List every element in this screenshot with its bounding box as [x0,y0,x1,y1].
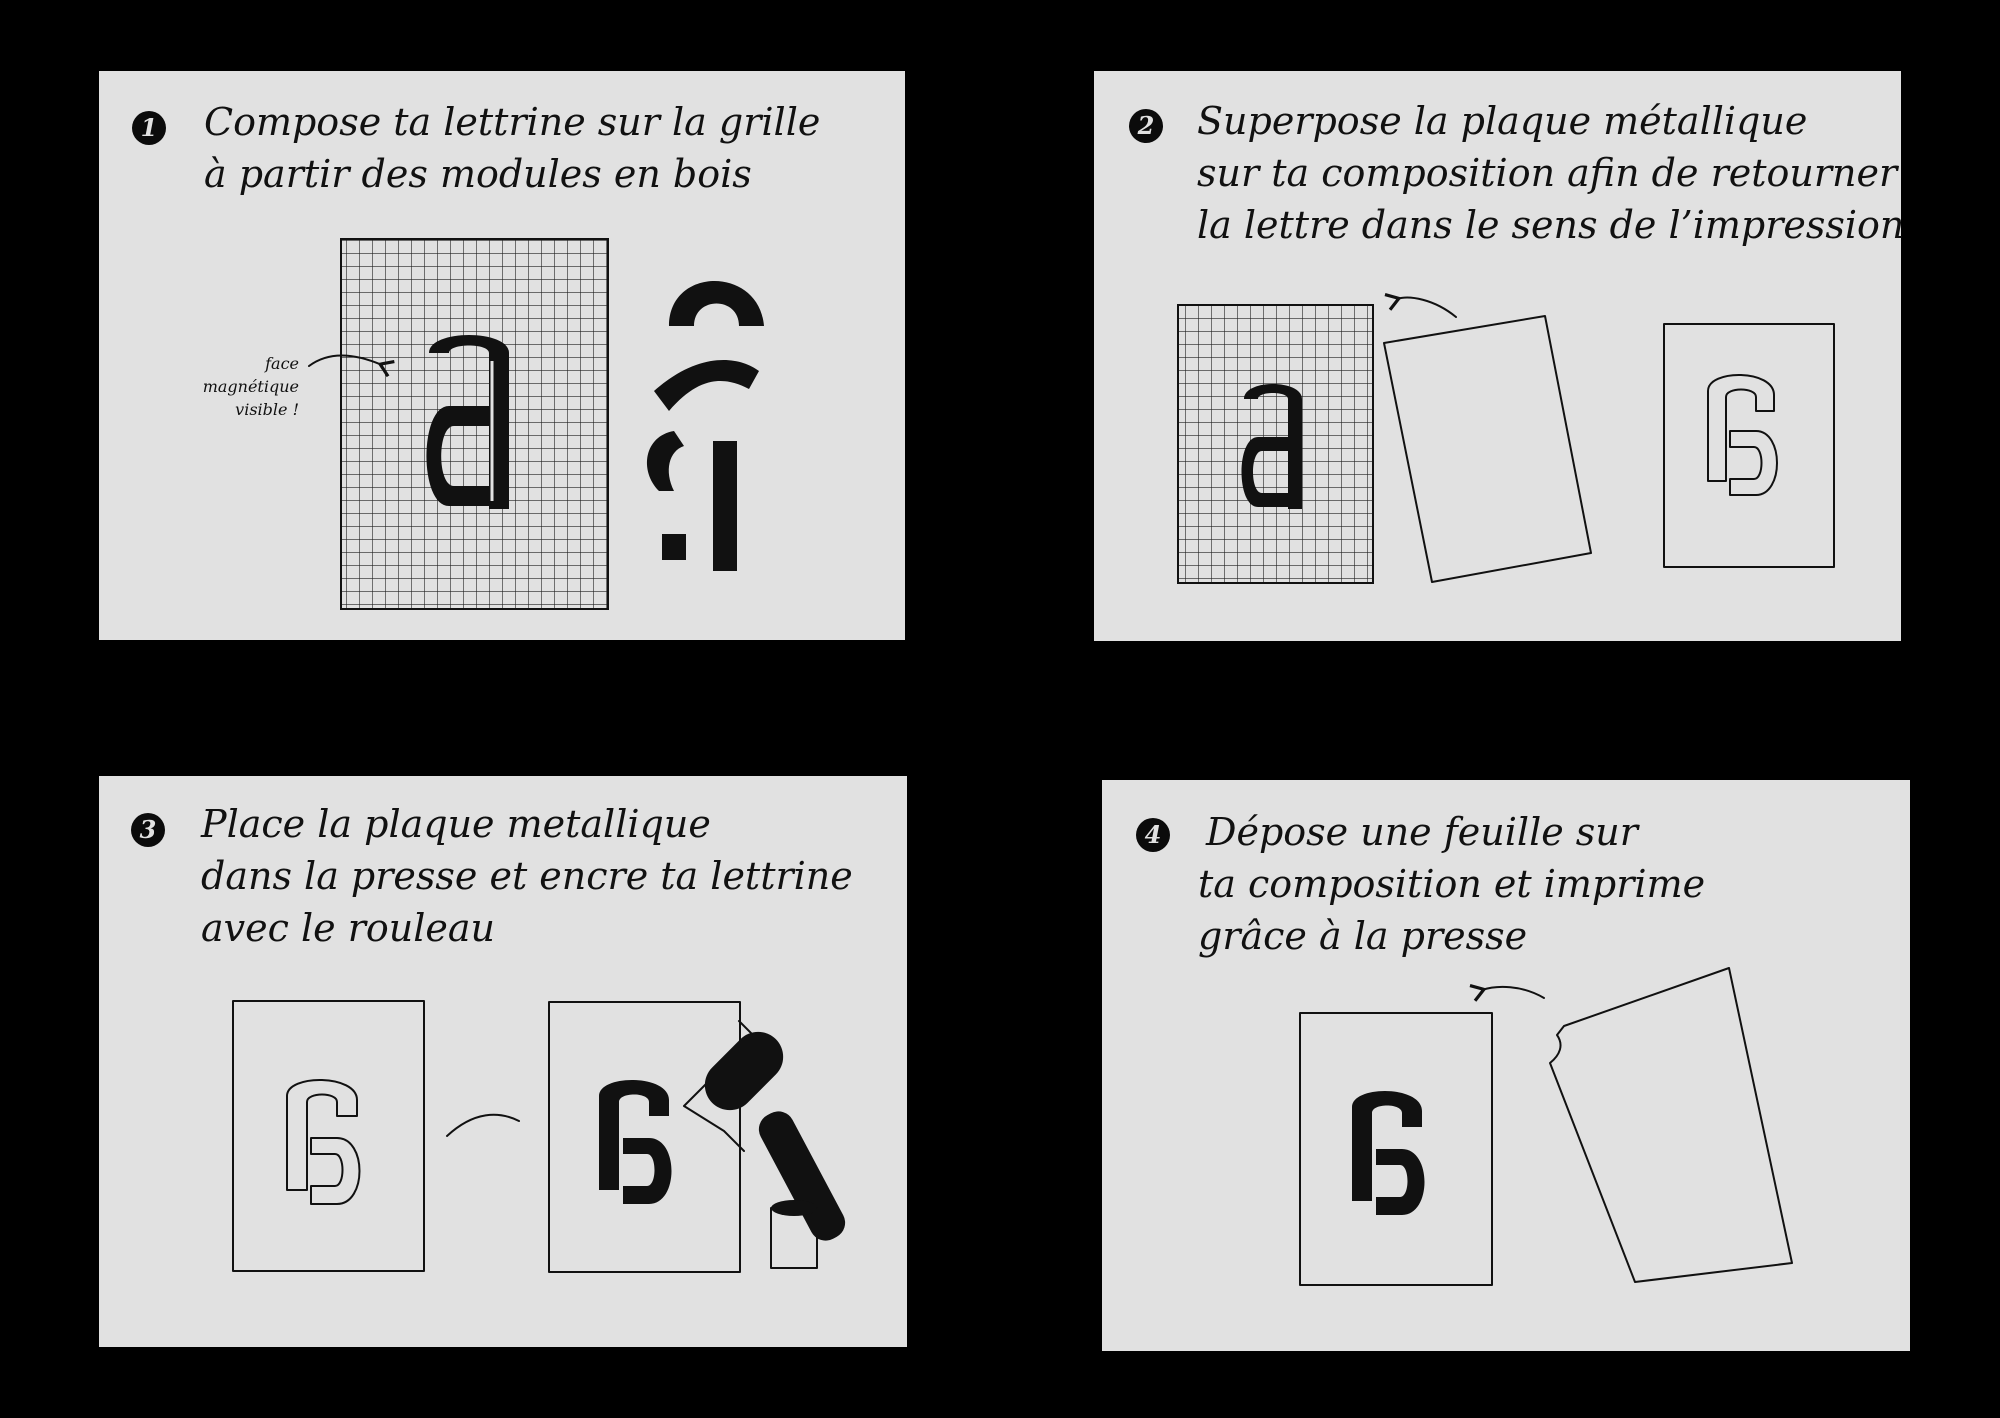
step-number-badge: 4 [1136,818,1170,852]
metal-plate-icon [1664,324,1834,567]
arrow-icon [1397,298,1456,317]
step-title-line: la lettre dans le sens de l’impression [1197,203,1905,247]
ink-roller-icon [684,1021,851,1246]
step-number-badge: 2 [1129,109,1163,143]
step-card-4 [1102,780,1910,1351]
step-title-line: Place la plaque metallique [201,802,711,846]
letter-a-icon [1708,375,1777,495]
step-title-line: Superpose la plaque métallique [1197,99,1808,143]
step-title-line: avec le rouleau [201,906,495,950]
step-title-line: sur ta composition afin de retourner [1197,151,1898,195]
step-title-line: ta composition et imprime [1198,862,1706,906]
letter-a-icon [287,1080,360,1204]
wood-module-icon [647,281,764,571]
metal-plate-icon [1384,316,1591,582]
letter-a-icon [1352,1091,1425,1215]
metal-plate-icon [233,1001,424,1271]
step-title-line: à partir des modules en bois [204,152,752,196]
step-title-line: Dépose une feuille sur [1206,810,1638,854]
letter-a-icon [599,1080,672,1204]
step-card-1 [99,71,905,640]
paper-sheet-icon [1550,968,1792,1282]
step-2-illustration [1094,71,1901,641]
step-title-line: grâce à la presse [1198,914,1528,958]
step-number-badge: 1 [132,111,166,145]
step-4-illustration [1102,780,1910,1351]
step-card-2 [1094,71,1905,641]
metal-plate-icon [549,1002,740,1272]
ink-pot-icon [771,1200,817,1268]
magnetic-face-note: face magnétique visible ! [202,354,299,419]
arrow-icon [447,1115,519,1136]
step-1-illustration [99,71,905,640]
step-title-line: Compose ta lettrine sur la grille [204,100,821,144]
arrow-icon [1482,987,1544,998]
step-3-illustration [99,776,907,1347]
step-title-line: dans la presse et encre ta lettrine [201,854,853,898]
step-card-3 [99,776,907,1347]
step-number-badge: 3 [131,813,165,847]
